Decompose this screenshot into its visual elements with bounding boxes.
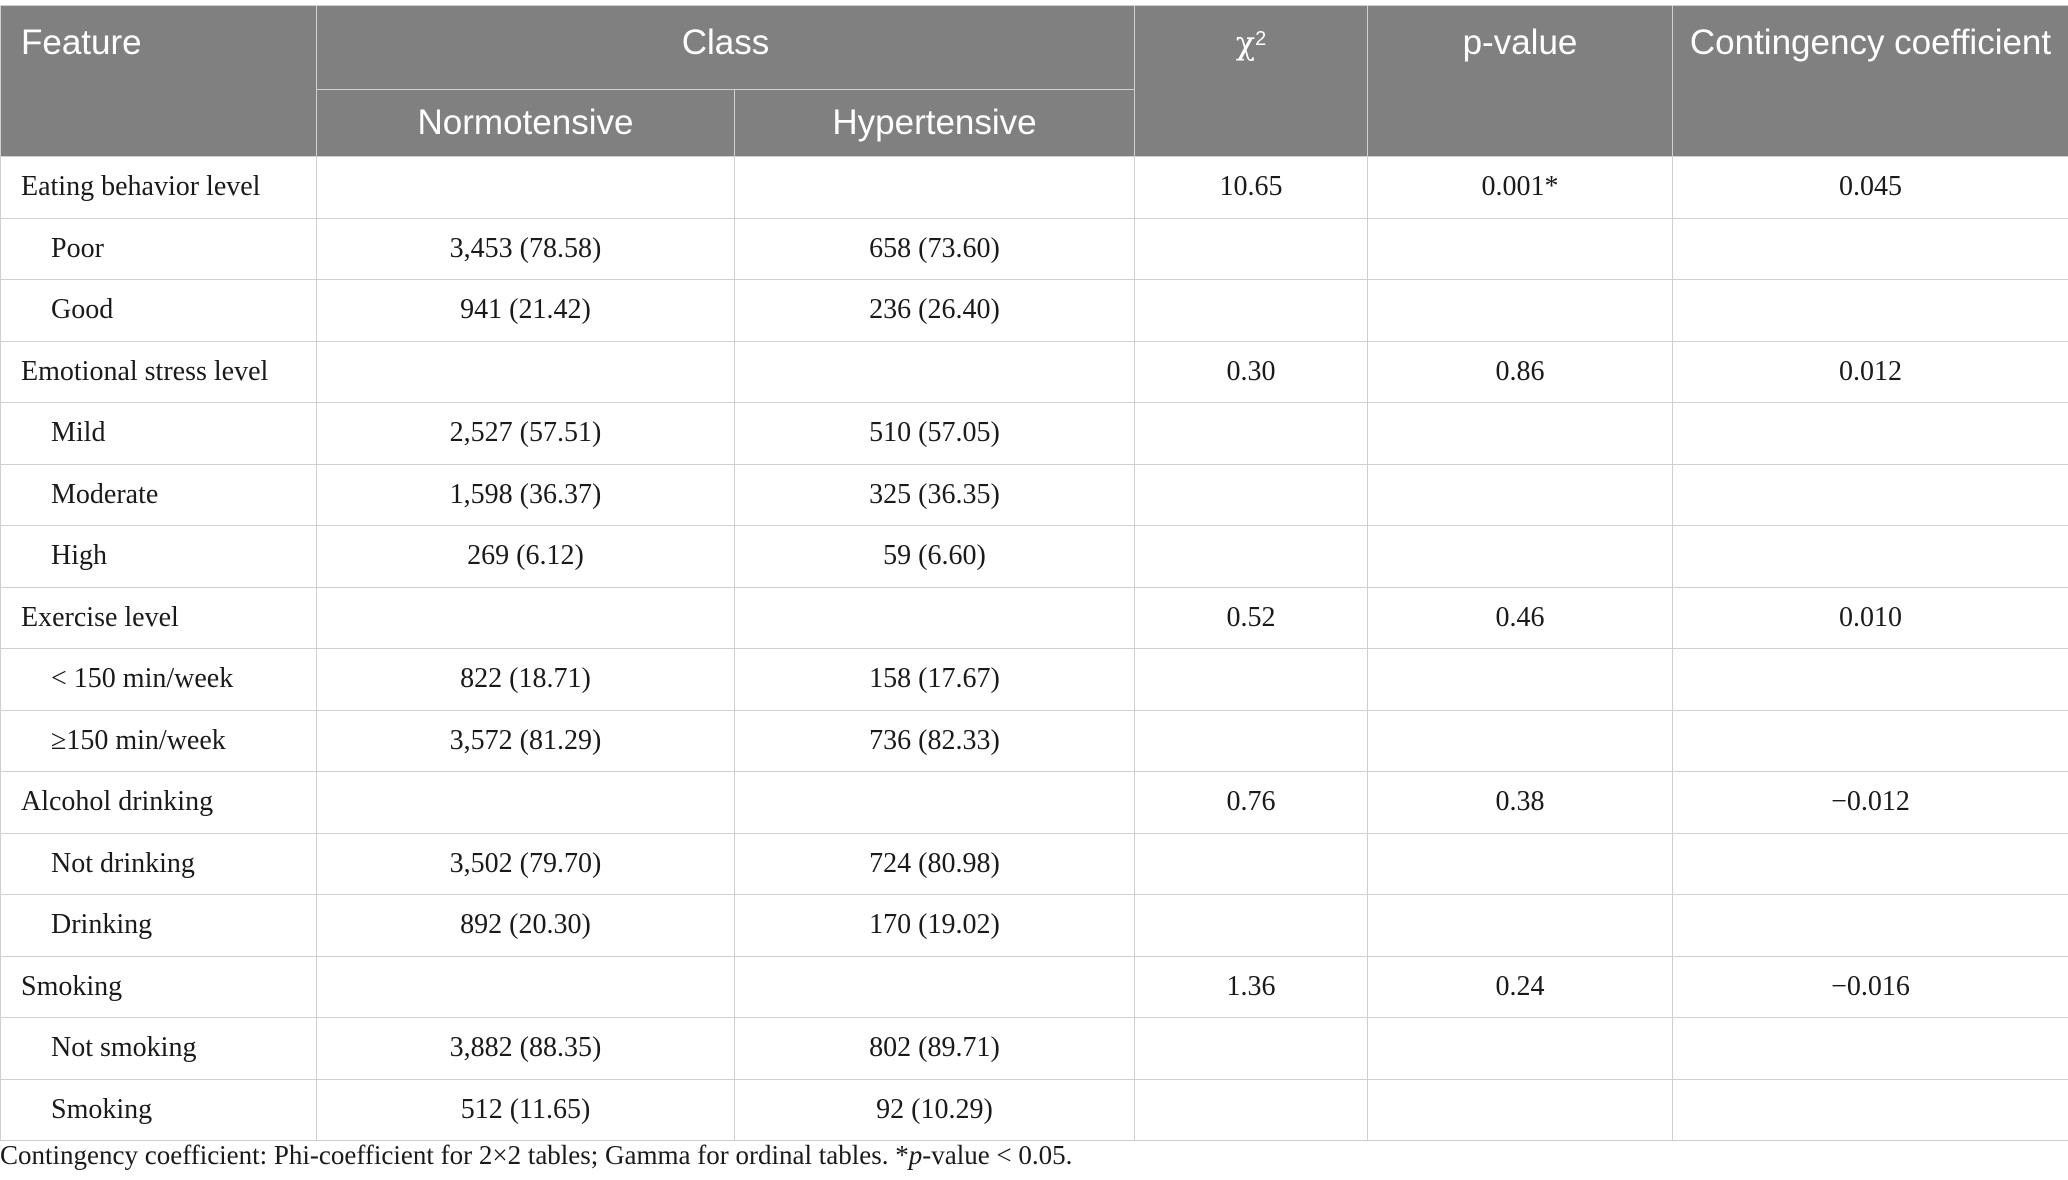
table-row-subcategory xyxy=(1,1079,2068,1141)
p-value-cell xyxy=(1368,649,1673,711)
header-normotensive: Normotensive xyxy=(317,90,735,157)
table-footnote xyxy=(0,1140,1072,1171)
hypertensive-cell: 802 (89.71) xyxy=(735,1018,1135,1080)
chi-square-cell: 0.52 xyxy=(1135,587,1368,649)
contingency-cell xyxy=(1673,403,2068,465)
feature-cell: Emotional stress level xyxy=(1,341,317,403)
header-feature: Feature xyxy=(1,6,317,157)
normotensive-cell: 3,453 (78.58) xyxy=(317,218,735,280)
contingency-cell: 0.010 xyxy=(1673,587,2068,649)
chi-square-cell xyxy=(1135,710,1368,772)
chi-square-cell xyxy=(1135,649,1368,711)
normotensive-cell: 1,598 (36.37) xyxy=(317,464,735,526)
hypertensive-cell xyxy=(735,772,1135,834)
contingency-cell xyxy=(1673,1079,2068,1141)
table-body xyxy=(1,157,2068,1141)
normotensive-cell: 3,572 (81.29) xyxy=(317,710,735,772)
p-value-cell: 0.24 xyxy=(1368,956,1673,1018)
p-value-cell xyxy=(1368,1018,1673,1080)
contingency-cell: 0.012 xyxy=(1673,341,2068,403)
feature-cell: Not smoking xyxy=(1,1018,317,1080)
hypertensive-cell xyxy=(735,341,1135,403)
p-value-cell xyxy=(1368,833,1673,895)
hypertensive-cell: 170 (19.02) xyxy=(735,895,1135,957)
table-row-feature xyxy=(1,341,2068,403)
header-hypertensive: Hypertensive xyxy=(735,90,1135,157)
normotensive-cell: 512 (11.65) xyxy=(317,1079,735,1141)
chi-square-cell xyxy=(1135,1018,1368,1080)
feature-cell: Poor xyxy=(1,218,317,280)
table-row-subcategory xyxy=(1,833,2068,895)
table-row-subcategory xyxy=(1,895,2068,957)
chi-square-cell xyxy=(1135,403,1368,465)
table-row-subcategory xyxy=(1,649,2068,711)
normotensive-cell: 2,527 (57.51) xyxy=(317,403,735,465)
p-value-cell xyxy=(1368,218,1673,280)
normotensive-cell: 941 (21.42) xyxy=(317,280,735,342)
chi-square-cell: 0.76 xyxy=(1135,772,1368,834)
header-class: Class xyxy=(317,6,1135,90)
hypertensive-cell: 724 (80.98) xyxy=(735,833,1135,895)
footnote-text: Contingency coefficient: Phi-coefficient for 2×2 tables; Gamma for ordinal tables. * xyxy=(0,1140,909,1170)
normotensive-cell: 3,882 (88.35) xyxy=(317,1018,735,1080)
chi-square-cell: 0.30 xyxy=(1135,341,1368,403)
chi-square-cell: 1.36 xyxy=(1135,956,1368,1018)
contingency-cell xyxy=(1673,649,2068,711)
feature-cell: Good xyxy=(1,280,317,342)
hypertensive-cell: 158 (17.67) xyxy=(735,649,1135,711)
normotensive-cell: 892 (20.30) xyxy=(317,895,735,957)
header-chi-square xyxy=(1135,6,1368,157)
table-row-subcategory xyxy=(1,710,2068,772)
hypertensive-cell: 510 (57.05) xyxy=(735,403,1135,465)
chi-square-cell xyxy=(1135,833,1368,895)
chi-square-cell xyxy=(1135,526,1368,588)
results-table xyxy=(0,5,2068,1141)
hypertensive-cell: 658 (73.60) xyxy=(735,218,1135,280)
normotensive-cell xyxy=(317,341,735,403)
hypertensive-cell: 59 (6.60) xyxy=(735,526,1135,588)
feature-cell: Moderate xyxy=(1,464,317,526)
table-row-subcategory xyxy=(1,526,2068,588)
contingency-cell xyxy=(1673,280,2068,342)
feature-cell: Exercise level xyxy=(1,587,317,649)
contingency-cell: −0.016 xyxy=(1673,956,2068,1018)
chi-square-cell xyxy=(1135,464,1368,526)
chi-symbol: χ xyxy=(1235,24,1256,62)
contingency-cell xyxy=(1673,833,2068,895)
hypertensive-cell: 736 (82.33) xyxy=(735,710,1135,772)
footnote-text-end: -value < 0.05. xyxy=(922,1140,1073,1170)
feature-cell: Mild xyxy=(1,403,317,465)
footnote-p-italic: p xyxy=(908,1140,923,1170)
chi-superscript: 2 xyxy=(1255,28,1267,50)
hypertensive-cell: 325 (36.35) xyxy=(735,464,1135,526)
chi-square-cell xyxy=(1135,280,1368,342)
contingency-cell xyxy=(1673,710,2068,772)
feature-cell: Smoking xyxy=(1,1079,317,1141)
table-header xyxy=(1,6,2068,157)
contingency-cell: 0.045 xyxy=(1673,157,2068,219)
feature-cell: Not drinking xyxy=(1,833,317,895)
hypertensive-cell xyxy=(735,587,1135,649)
table-row-feature xyxy=(1,157,2068,219)
feature-cell: Drinking xyxy=(1,895,317,957)
p-value-cell: 0.46 xyxy=(1368,587,1673,649)
p-value-cell xyxy=(1368,403,1673,465)
p-value-cell xyxy=(1368,710,1673,772)
p-value-cell xyxy=(1368,280,1673,342)
contingency-cell: −0.012 xyxy=(1673,772,2068,834)
p-value-cell xyxy=(1368,526,1673,588)
feature-cell: < 150 min/week xyxy=(1,649,317,711)
p-value-cell: 0.86 xyxy=(1368,341,1673,403)
normotensive-cell xyxy=(317,956,735,1018)
hypertensive-cell xyxy=(735,956,1135,1018)
p-value-cell: 0.38 xyxy=(1368,772,1673,834)
p-value-cell xyxy=(1368,464,1673,526)
p-value-cell: 0.001* xyxy=(1368,157,1673,219)
header-p-value: p-value xyxy=(1368,6,1673,157)
contingency-cell xyxy=(1673,218,2068,280)
p-value-cell xyxy=(1368,895,1673,957)
hypertensive-cell: 236 (26.40) xyxy=(735,280,1135,342)
normotensive-cell: 822 (18.71) xyxy=(317,649,735,711)
normotensive-cell xyxy=(317,157,735,219)
header-contingency: Contingency coefficient xyxy=(1673,6,2068,157)
feature-cell: Alcohol drinking xyxy=(1,772,317,834)
p-value-cell xyxy=(1368,1079,1673,1141)
feature-cell: Eating behavior level xyxy=(1,157,317,219)
chi-square-cell xyxy=(1135,1079,1368,1141)
normotensive-cell: 269 (6.12) xyxy=(317,526,735,588)
table-row-feature xyxy=(1,956,2068,1018)
table-row-subcategory xyxy=(1,403,2068,465)
chi-square-cell xyxy=(1135,895,1368,957)
normotensive-cell: 3,502 (79.70) xyxy=(317,833,735,895)
table-row-subcategory xyxy=(1,1018,2068,1080)
hypertensive-cell xyxy=(735,157,1135,219)
feature-cell: High xyxy=(1,526,317,588)
contingency-cell xyxy=(1673,1018,2068,1080)
table-row-subcategory xyxy=(1,218,2068,280)
normotensive-cell xyxy=(317,587,735,649)
feature-cell: ≥150 min/week xyxy=(1,710,317,772)
table-row-feature xyxy=(1,772,2068,834)
feature-cell: Smoking xyxy=(1,956,317,1018)
table-row-subcategory xyxy=(1,464,2068,526)
normotensive-cell xyxy=(317,772,735,834)
table-row-subcategory xyxy=(1,280,2068,342)
contingency-cell xyxy=(1673,464,2068,526)
contingency-cell xyxy=(1673,895,2068,957)
chi-square-cell xyxy=(1135,218,1368,280)
hypertensive-cell: 92 (10.29) xyxy=(735,1079,1135,1141)
chi-square-cell: 10.65 xyxy=(1135,157,1368,219)
table-row-feature xyxy=(1,587,2068,649)
contingency-cell xyxy=(1673,526,2068,588)
